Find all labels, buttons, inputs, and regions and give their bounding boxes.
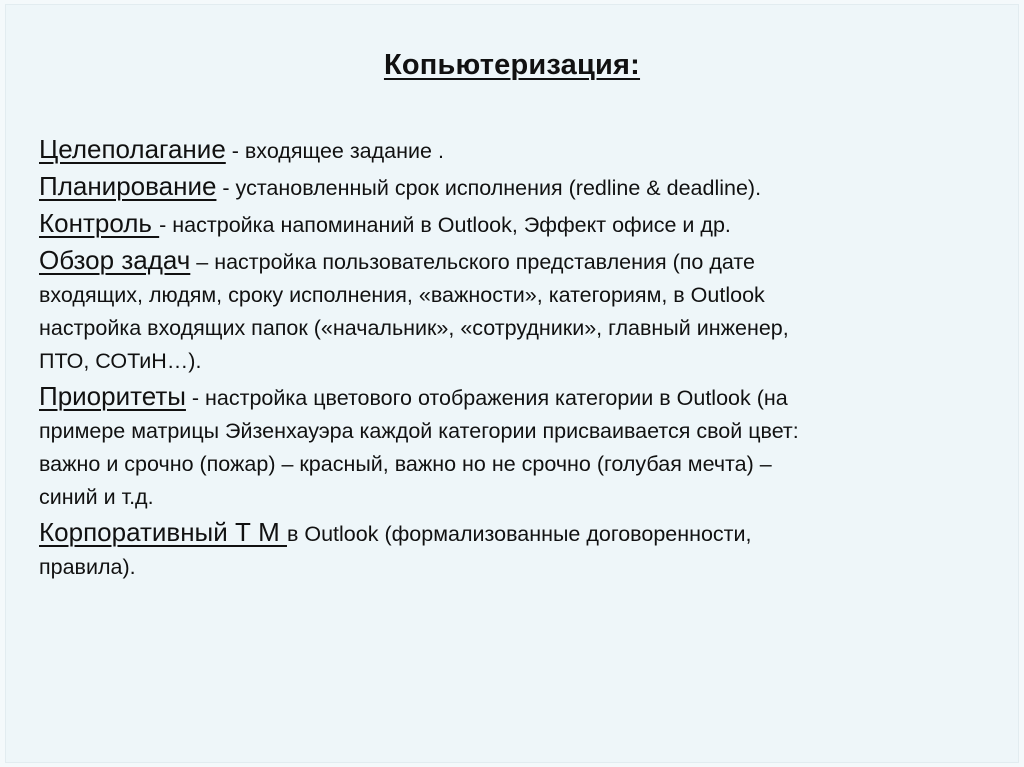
item-corporate-tm <box>39 516 999 584</box>
slide <box>5 4 1019 763</box>
item-text: - настройка цветового отображения категории в Outlook (на <box>185 386 788 410</box>
item-key: Контроль <box>39 208 160 238</box>
item-text: - настройка напоминаний в Outlook, Эффект офисе и др. <box>159 213 731 237</box>
item-text: в Outlook (формализованные договоренности, <box>286 522 752 546</box>
item-text: - установленный срок исполнения (redline & deadline). <box>216 176 762 200</box>
item-text: - входящее задание . <box>225 139 444 163</box>
item-key: Обзор задач <box>39 245 191 275</box>
slide-body <box>39 133 999 586</box>
item-text: входящих, людям, сроку исполнения, «важности», категориям, в Outlook <box>39 283 765 307</box>
item-key: Планирование <box>39 171 217 201</box>
item-text: синий и т.д. <box>39 485 154 509</box>
item-key: Корпоративный Т М <box>39 517 287 547</box>
item-key: Приоритеты <box>39 381 186 411</box>
item-text: ПТО, СОТиН…). <box>39 349 202 373</box>
item-goal-setting <box>39 133 999 168</box>
item-text: настройка входящих папок («начальник», «сотрудники», главный инженер, <box>39 316 789 340</box>
slide-title: Копьютеризация: <box>383 49 641 81</box>
item-planning <box>39 170 999 205</box>
item-priorities <box>39 380 999 514</box>
item-control <box>39 207 999 242</box>
item-text: – настройка пользовательского представления (по дате <box>190 250 755 274</box>
item-key: Целеполагание <box>39 134 226 164</box>
item-task-review <box>39 244 999 378</box>
item-text: правила). <box>39 555 136 579</box>
item-text: важно и срочно (пожар) – красный, важно но не срочно (голубая мечта) – <box>39 452 772 476</box>
item-text: примере матрицы Эйзенхауэра каждой категории присваивается свой цвет: <box>39 419 799 443</box>
